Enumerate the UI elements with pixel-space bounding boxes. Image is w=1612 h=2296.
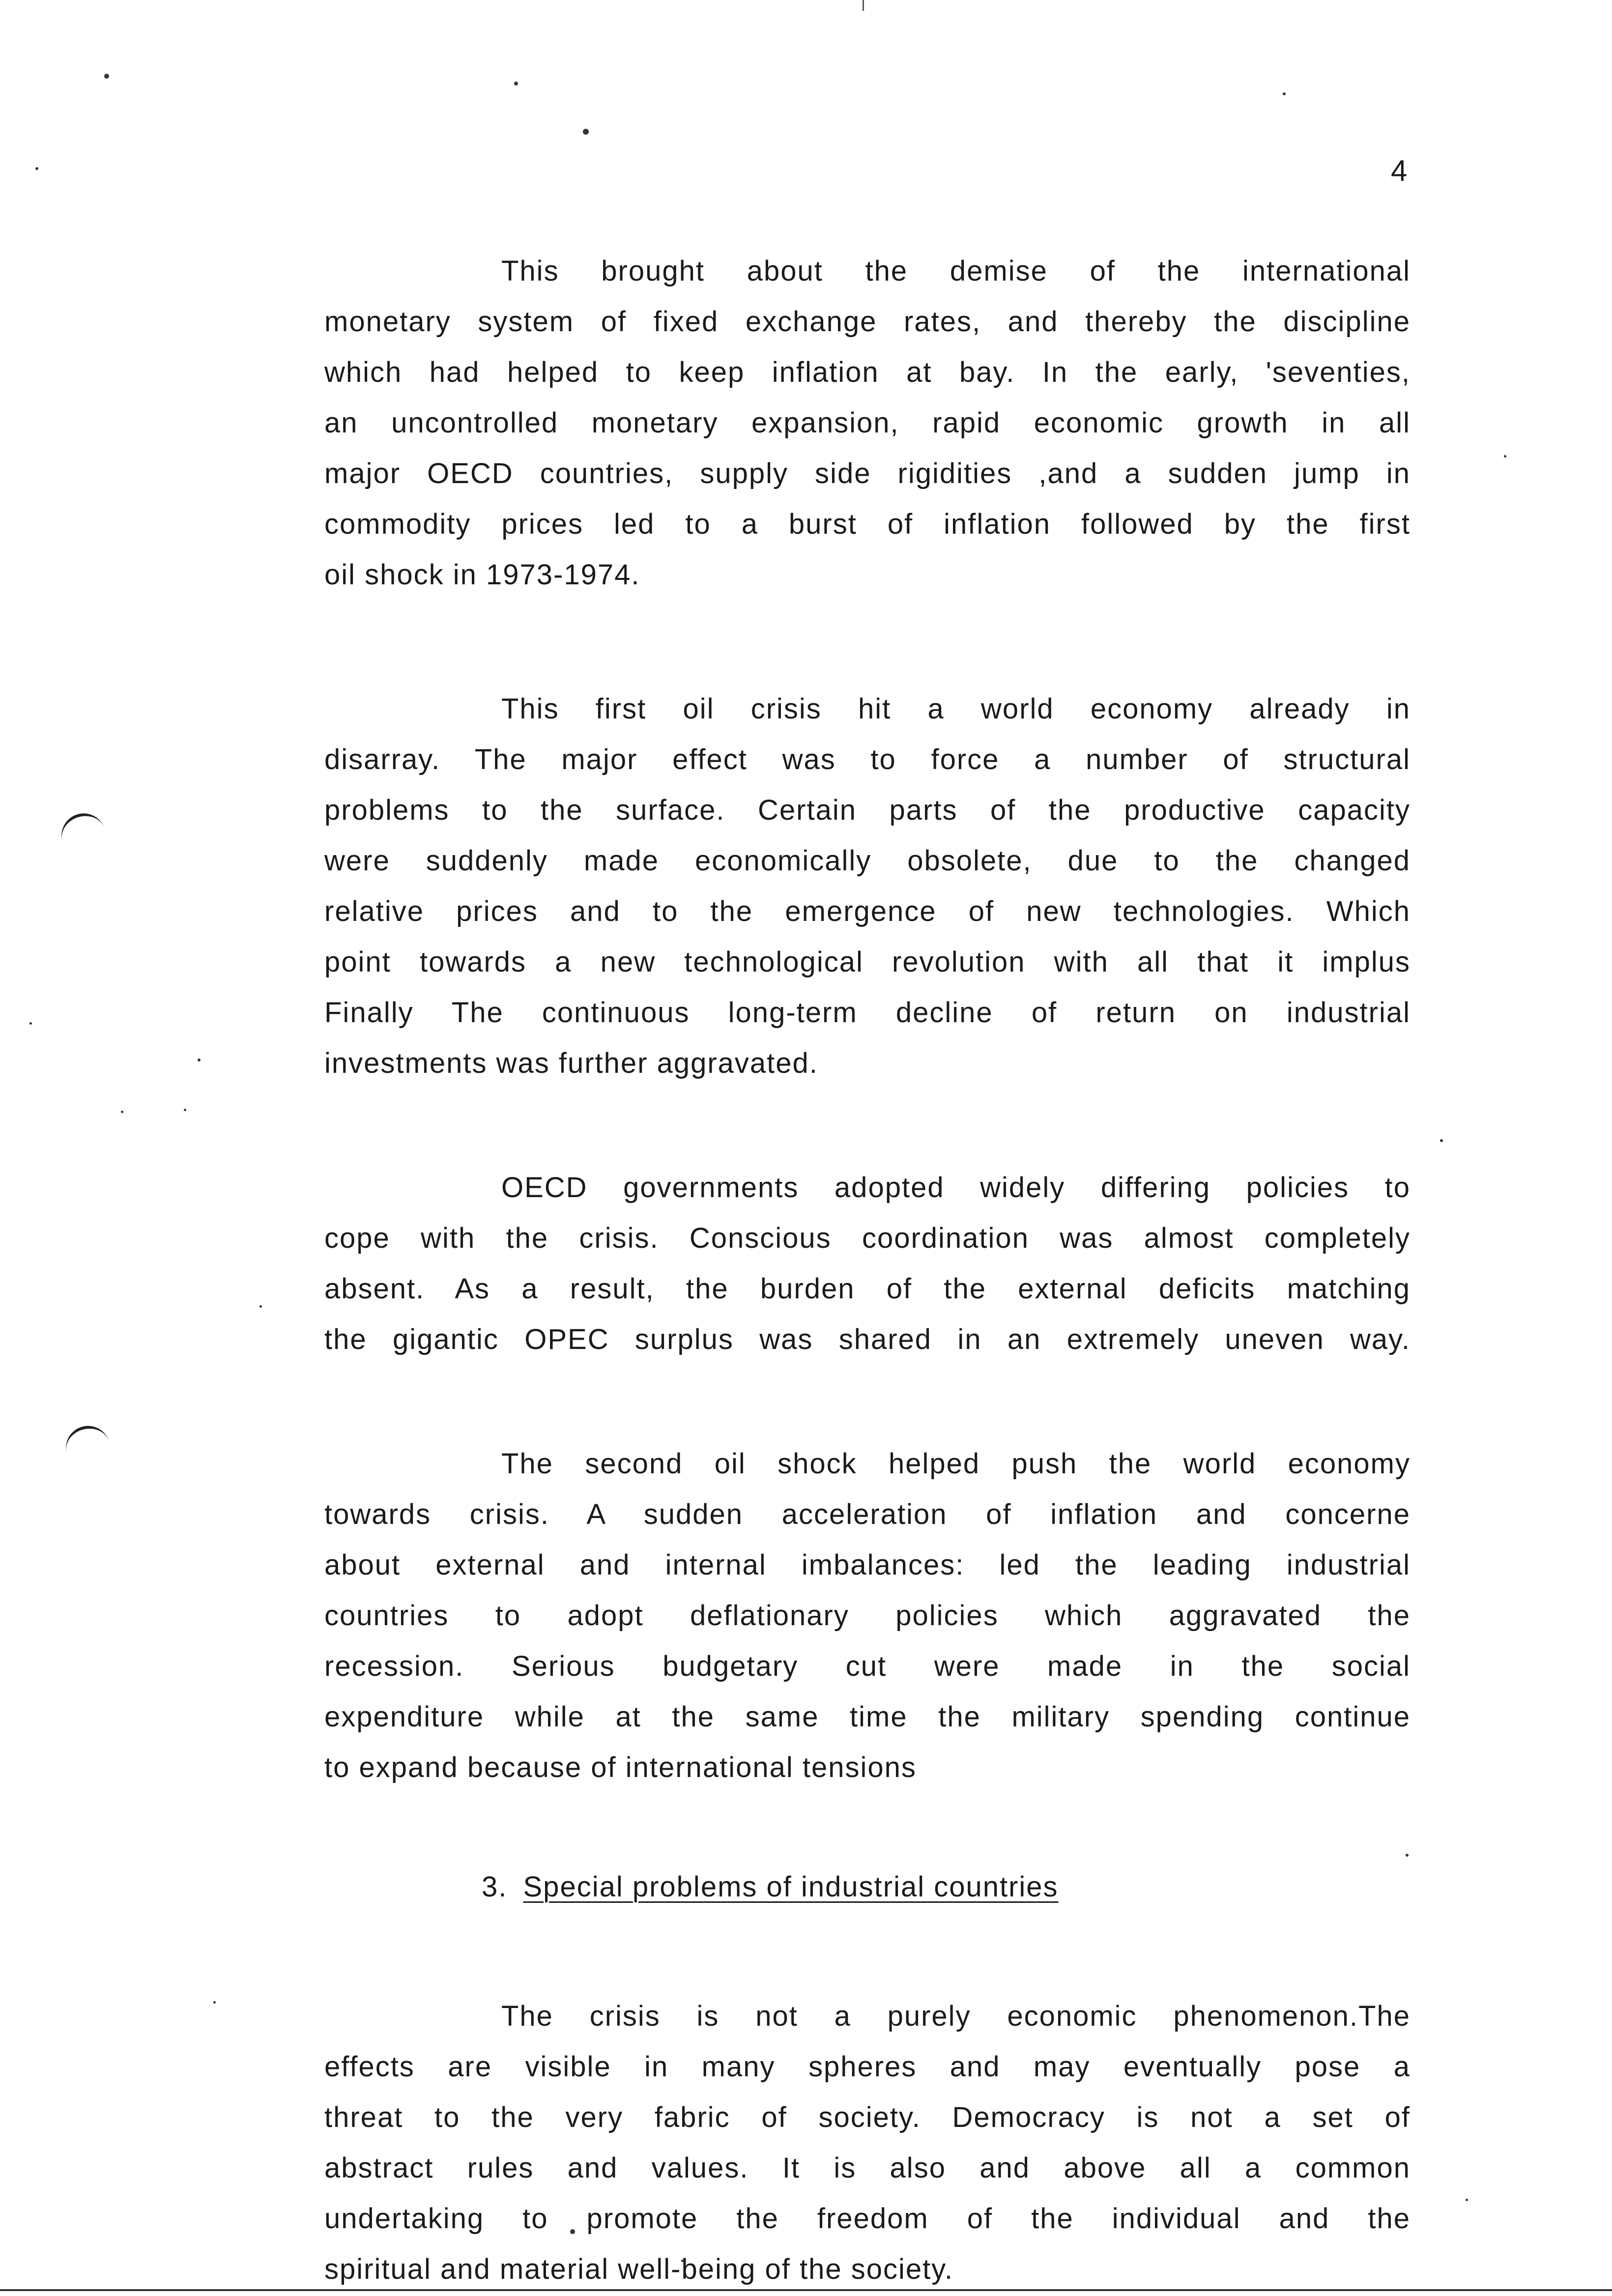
scan-speck bbox=[213, 2001, 216, 2004]
text-line: to expand because of international tensions bbox=[324, 1751, 917, 1783]
text-line: were suddenly made economically obsolete, due to the changed bbox=[324, 845, 1410, 877]
punch-hole-mark bbox=[61, 1421, 111, 1459]
paragraph-4 bbox=[324, 1438, 1410, 1793]
text-line: towards crisis. A sudden acceleration of inflation and concerne bbox=[324, 1498, 1410, 1530]
scan-speck bbox=[583, 129, 589, 135]
scan-speck bbox=[1283, 92, 1286, 95]
paragraph-2 bbox=[324, 684, 1410, 1089]
scan-speck bbox=[1504, 455, 1506, 458]
scan-speck bbox=[121, 1111, 123, 1113]
section-title: Special problems of industrial countries bbox=[523, 1871, 1059, 1903]
scan-speck bbox=[1466, 2199, 1468, 2201]
text-line: threat to the very fabric of society. Democracy is not a set of bbox=[324, 2101, 1410, 2133]
scan-speck bbox=[29, 1022, 32, 1025]
text-line: undertaking to promote the freedom of the individual and the bbox=[324, 2203, 1410, 2235]
text-line: recession. Serious budgetary cut were made in the social bbox=[324, 1650, 1410, 1682]
page-number: 4 bbox=[1391, 154, 1408, 187]
section-heading bbox=[324, 1862, 1410, 1912]
text-line: major OECD countries, supply side rigidities ,and a sudden jump in bbox=[324, 458, 1410, 489]
section-number: 3. bbox=[482, 1871, 508, 1903]
paragraph-5 bbox=[324, 1991, 1410, 2295]
text-line: investments was further aggravated. bbox=[324, 1047, 818, 1079]
text-line: Finally The continuous long-term decline of return on industrial bbox=[324, 997, 1410, 1029]
text-line: abstract rules and values. It is also and above all a common bbox=[324, 2152, 1410, 2184]
text-line: OECD governments adopted widely differing policies to bbox=[501, 1172, 1410, 1204]
text-line: The crisis is not a purely economic phenomenon.The bbox=[501, 2000, 1410, 2032]
punch-hole-mark bbox=[56, 807, 107, 847]
text-line: spiritual and material well-being of the society. bbox=[324, 2253, 954, 2285]
text-line: about external and internal imbalances: led the leading industrial bbox=[324, 1549, 1410, 1581]
text-line: commodity prices led to a burst of inflation followed by the first bbox=[324, 508, 1410, 540]
text-line: problems to the surface. Certain parts of the productive capacity bbox=[324, 794, 1410, 826]
text-line: relative prices and to the emergence of new technologies. Which bbox=[324, 895, 1410, 927]
scan-speck bbox=[259, 1305, 262, 1308]
paragraph-3 bbox=[324, 1162, 1410, 1365]
document-body bbox=[324, 246, 1410, 2295]
text-line: monetary system of fixed exchange rates, and thereby the discipline bbox=[324, 306, 1410, 338]
paragraph-1 bbox=[324, 246, 1410, 600]
text-line: which had helped to keep inflation at bay. In the early, 'seventies, bbox=[324, 356, 1410, 388]
text-line: an uncontrolled monetary expansion, rapid economic growth in all bbox=[324, 407, 1410, 439]
text-line: absent. As a result, the burden of the external deficits matching bbox=[324, 1273, 1410, 1305]
scan-speck bbox=[35, 167, 38, 170]
scan-speck bbox=[1440, 1139, 1443, 1142]
page-bottom-edge bbox=[0, 2289, 1612, 2291]
text-line: This brought about the demise of the international bbox=[501, 255, 1410, 287]
scan-speck bbox=[104, 74, 109, 79]
text-line: point towards a new technological revolution with all that it implus bbox=[324, 946, 1410, 978]
text-line: countries to adopt deflationary policies which aggravated the bbox=[324, 1600, 1410, 1632]
text-line: cope with the crisis. Conscious coordination was almost completely bbox=[324, 1222, 1410, 1254]
text-line: The second oil shock helped push the world economy bbox=[501, 1448, 1410, 1480]
scan-speck bbox=[514, 82, 518, 86]
text-line: expenditure while at the same time the military spending continue bbox=[324, 1701, 1410, 1733]
text-line: disarray. The major effect was to force a number of structural bbox=[324, 744, 1410, 775]
text-line: the gigantic OPEC surplus was shared in an extremely uneven way. bbox=[324, 1323, 1410, 1355]
text-line: oil shock in 1973-1974. bbox=[324, 559, 640, 591]
scan-speck bbox=[198, 1059, 201, 1062]
text-line: This first oil crisis hit a world economy already in bbox=[501, 693, 1410, 725]
scan-mark bbox=[863, 0, 864, 11]
text-line: effects are visible in many spheres and may eventually pose a bbox=[324, 2051, 1410, 2083]
scan-speck bbox=[184, 1109, 186, 1111]
